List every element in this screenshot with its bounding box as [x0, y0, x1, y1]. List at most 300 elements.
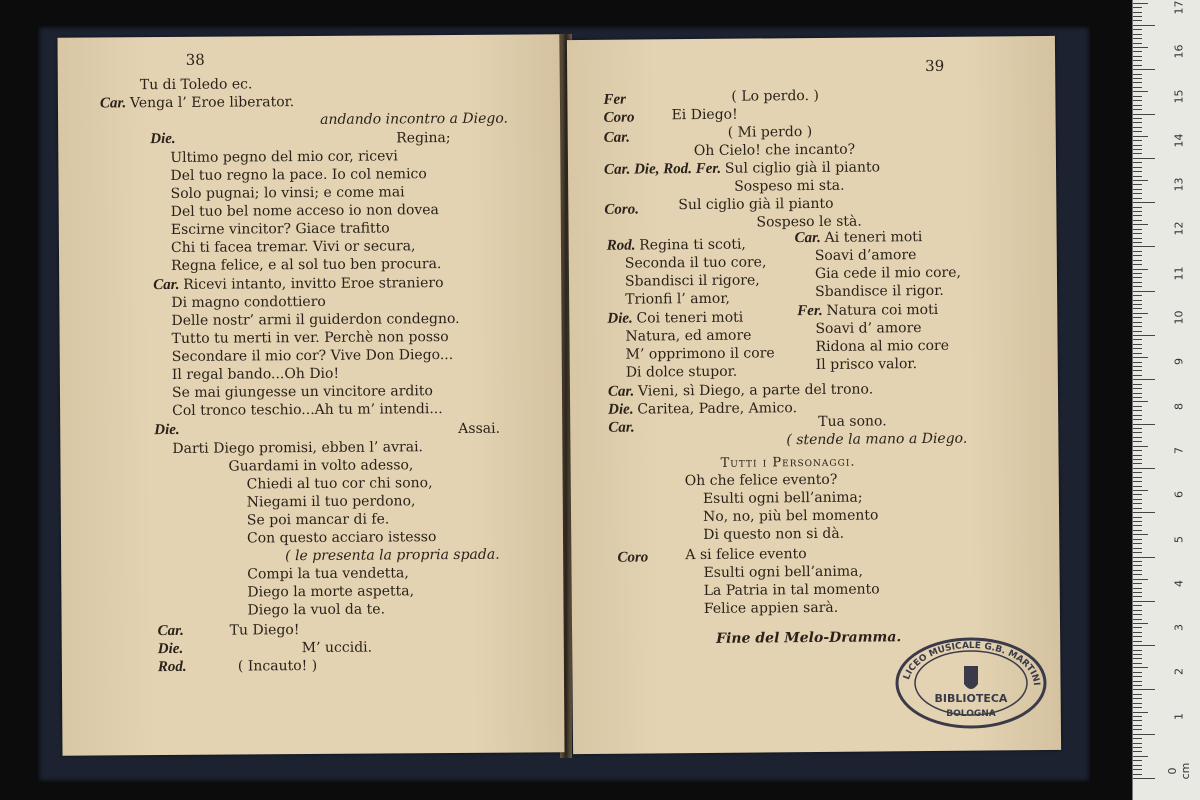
ruler-tick: [1133, 588, 1142, 589]
text-line: [302, 640, 372, 656]
text-line: [170, 148, 398, 166]
ruler-tick: [1133, 393, 1142, 394]
text-line: [171, 202, 439, 220]
text-line: [172, 401, 443, 419]
line-text: andando incontro a Diego.: [320, 110, 509, 128]
ruler-tick: [1133, 153, 1142, 154]
line-text: Assai.: [458, 420, 501, 437]
line-text: Ridona al mio core: [815, 337, 950, 355]
line-text: Natura, ed amore: [625, 327, 752, 345]
ruler-tick: [1133, 738, 1142, 739]
text-line: [247, 601, 385, 618]
text-line: [607, 310, 743, 327]
speaker-label: Rod.: [606, 237, 640, 254]
ruler-tick: [1133, 114, 1155, 115]
ruler-tick: [1133, 251, 1142, 252]
line-text: Felice appien sarà.: [703, 599, 839, 617]
text-line: [704, 581, 880, 599]
speaker-label: Car.: [794, 229, 825, 247]
ruler-tick: [1133, 446, 1148, 447]
line-text: Coi teneri moti: [636, 309, 744, 327]
ruler-tick: [1133, 672, 1142, 673]
ruler-tick: [1133, 481, 1142, 482]
text-line: [238, 658, 317, 675]
text-line: [171, 238, 416, 256]
ruler-tick: [1133, 627, 1142, 628]
text-line: [608, 420, 634, 436]
text-line: [721, 454, 856, 472]
ruler-tick: [1133, 565, 1142, 566]
line-text: Con questo acciaro istesso: [246, 529, 437, 547]
ruler-tick: [1133, 308, 1142, 309]
ruler-label: 5: [1172, 535, 1186, 543]
text-line: [703, 490, 863, 507]
ruler-tick: [1133, 494, 1142, 495]
ruler-label: 10: [1172, 310, 1186, 325]
ruler-tick: [1133, 12, 1142, 13]
text-line: [247, 529, 436, 546]
line-text: Trionfi l’ amor,: [625, 290, 731, 308]
ruler-tick: [1133, 601, 1155, 602]
ruler-tick: [1133, 158, 1155, 159]
ruler-tick: [1133, 410, 1142, 411]
ruler-tick: [1133, 379, 1155, 380]
text-line: [815, 283, 944, 300]
text-line: [247, 583, 414, 600]
text-line: [154, 422, 180, 438]
text-line: [608, 400, 797, 418]
ruler-tick: [1133, 56, 1142, 57]
line-text: Se poi mancar di fe.: [246, 511, 390, 529]
ruler-tick: [1133, 127, 1142, 128]
ruler-tick: [1133, 441, 1142, 442]
line-text: No, no, più bel momento: [702, 507, 879, 525]
ruler-tick: [1133, 313, 1148, 314]
line-text: Diego la vuol da te.: [247, 601, 386, 619]
ruler-tick: [1133, 574, 1142, 575]
ruler-tick: [1133, 397, 1142, 398]
speaker-label: Die.: [157, 640, 184, 658]
ruler-tick: [1133, 774, 1142, 775]
text-line: [150, 131, 176, 147]
text-line: [100, 94, 294, 111]
line-text: Ei Diego!: [671, 106, 738, 124]
text-line: [671, 107, 737, 124]
ruler-tick: [1133, 184, 1142, 185]
line-text: Gia cede il mio core,: [814, 264, 962, 282]
line-text: Sul ciglio già il pianto: [678, 195, 834, 214]
text-line: [604, 130, 630, 146]
ruler-tick: [1133, 685, 1142, 686]
ruler-tick: [1133, 707, 1142, 708]
line-text: ( le presenta la propria spada.: [285, 546, 500, 565]
speaker-label: Coro: [603, 109, 635, 126]
ruler-tick: [1133, 242, 1142, 243]
ruler-tick: [1133, 636, 1142, 637]
text-line: [172, 347, 454, 365]
text-line: [230, 622, 300, 638]
text-line: [716, 629, 901, 647]
text-line: [678, 196, 833, 213]
text-line: [786, 431, 967, 449]
text-line: [171, 184, 405, 202]
line-text: Chi ti facea tremar. Vivi or secura,: [170, 238, 416, 256]
line-text: Darti Diego promisi, ebben l’ avrai.: [172, 439, 424, 457]
ruler-tick: [1133, 286, 1142, 287]
line-text: Ai teneri moti: [824, 229, 923, 246]
ruler-label: 1: [1172, 712, 1186, 720]
ruler-tick: [1133, 87, 1142, 88]
ruler-tick: [1133, 220, 1142, 221]
ruler-tick: [1133, 189, 1142, 190]
text-line: [247, 565, 409, 582]
ruler-tick: [1133, 43, 1142, 44]
ruler-tick: [1133, 751, 1142, 752]
line-text: Di questo non si dà.: [703, 525, 845, 543]
text-line: [816, 356, 917, 373]
text-line: [694, 142, 855, 159]
ruler-tick: [1133, 539, 1142, 540]
line-text: Il prisco valor.: [815, 356, 918, 373]
ruler-tick: [1133, 681, 1142, 682]
text-line: [626, 364, 738, 381]
line-text: La Patria in tal momento: [703, 581, 880, 599]
ruler-tick: [1133, 760, 1142, 761]
line-text: ( Incauto! ): [237, 657, 318, 675]
text-line: [171, 294, 326, 311]
ruler-label: 6: [1172, 491, 1186, 499]
line-text: Di magno condottiero: [171, 293, 326, 311]
line-text: Niegami il tuo perdono,: [246, 493, 416, 511]
stamp-text-bottom: BOLOGNA: [946, 709, 996, 719]
ruler-tick: [1133, 47, 1148, 48]
ruler-tick: [1133, 91, 1148, 92]
ruler-tick: [1133, 530, 1142, 531]
text-line: [795, 229, 923, 246]
ruler-tick: [1133, 136, 1148, 137]
ruler-tick: [1133, 596, 1142, 597]
text-line: [140, 76, 253, 93]
text-line: [625, 291, 730, 308]
speaker-label: Die.: [607, 310, 637, 327]
line-text: Ultimo pegno del mio cor, ricevi: [170, 148, 398, 166]
ruler-tick: [1133, 357, 1148, 358]
ruler-tick: [1133, 162, 1142, 163]
line-text: Diego la morte aspetta,: [247, 583, 415, 601]
ruler-tick: [1133, 304, 1142, 305]
line-text: Tua sono.: [818, 413, 887, 430]
line-text: Compi la tua vendetta,: [247, 565, 409, 583]
ruler-tick: [1133, 215, 1142, 216]
speaker-label: Car.: [99, 95, 131, 112]
ruler-tick: [1133, 255, 1142, 256]
text-line: [170, 166, 426, 184]
ruler-tick: [1133, 388, 1142, 389]
text-line: [604, 110, 635, 126]
ruler-tick: [1133, 534, 1148, 535]
ruler-tick: [1133, 273, 1142, 274]
line-text: Sospeso le stà.: [756, 213, 862, 231]
line-text: Sospeso mi sta.: [734, 177, 845, 195]
ruler-tick: [1133, 477, 1142, 478]
ruler-tick: [1133, 437, 1142, 438]
line-text: Del tuo bel nome acceso io non dovea: [170, 202, 439, 220]
text-line: [625, 328, 751, 345]
stamp-text-top: LICEO MUSICALE G.B. MARTINI: [902, 640, 1042, 687]
coat-of-arms-icon: [964, 666, 978, 689]
ruler-tick: [1133, 20, 1142, 21]
text-line: [797, 302, 938, 319]
line-text: Natura coi moti: [826, 301, 939, 319]
stamp-text-mid: BIBLIOTECA: [934, 692, 1008, 705]
ruler-tick: [1133, 455, 1142, 456]
ruler-tick: [1133, 7, 1142, 8]
ruler-tick: [1133, 525, 1142, 526]
ruler-tick: [1133, 300, 1142, 301]
text-line: [728, 124, 813, 141]
text-line: [703, 526, 844, 543]
ruler-tick: [1133, 756, 1148, 757]
line-text: ( stende la mano a Diego.: [786, 430, 968, 449]
text-line: [625, 272, 760, 289]
text-line: [607, 237, 746, 254]
text-line: [228, 457, 413, 474]
ruler-tick: [1133, 632, 1142, 633]
ruler-tick: [1133, 424, 1155, 425]
text-line: [171, 256, 441, 274]
ruler-tick: [1133, 663, 1142, 664]
line-text: Sbandisce il rigor.: [815, 282, 944, 300]
speaker-label: Car.: [608, 419, 635, 436]
ruler-tick: [1133, 543, 1142, 544]
speaker-label: Car. Die, Rod. Fer.: [603, 160, 725, 178]
line-text: Regna felice, e al sol tuo ben procura.: [171, 256, 442, 274]
ruler-tick: [1133, 734, 1155, 735]
text-line: [158, 641, 184, 657]
text-line: [285, 547, 500, 564]
ruler-tick: [1133, 38, 1142, 39]
ruler-tick: [1133, 468, 1155, 469]
ruler-tick: [1133, 375, 1142, 376]
ruler-tick: [1133, 512, 1155, 513]
text-line: [818, 413, 887, 430]
ruler-tick: [1133, 176, 1142, 177]
ruler-tick: [1133, 322, 1142, 323]
line-text: Oh che felice evento?: [684, 471, 838, 490]
ruler-tick: [1133, 264, 1142, 265]
line-text: Di dolce stupor.: [625, 363, 738, 381]
line-text: Venga l’ Eroe liberator.: [129, 94, 295, 112]
ruler-tick: [1133, 339, 1142, 340]
ruler-tick: [1133, 277, 1142, 278]
line-text: Secondare il mio cor? Vive Don Diego...: [171, 347, 454, 365]
ruler-tick: [1133, 335, 1155, 336]
ruler-tick: [1133, 725, 1142, 726]
ruler-label: 11: [1172, 266, 1186, 281]
line-text: Regina;: [396, 130, 451, 147]
text-line: [731, 88, 819, 105]
ruler-tick: [1133, 747, 1142, 748]
ruler-tick: [1133, 583, 1142, 584]
text-line: [172, 383, 433, 401]
speaker-label: Fer: [603, 91, 626, 108]
ruler-label: 0 cm: [1166, 762, 1192, 780]
ruler-tick: [1133, 415, 1142, 416]
ruler-tick: [1133, 570, 1142, 571]
ruler-label: 15: [1172, 89, 1186, 103]
text-line: [458, 421, 500, 437]
ruler-tick: [1133, 348, 1142, 349]
ruler-tick: [1133, 317, 1142, 318]
ruler-tick: [1133, 623, 1148, 624]
ruler-tick: [1133, 508, 1142, 509]
ruler-tick: [1133, 557, 1155, 558]
text-line: [816, 338, 950, 355]
ruler-tick: [1133, 463, 1142, 464]
text-line: [756, 214, 861, 231]
line-text: Regina ti scoti,: [639, 236, 746, 254]
text-line: [604, 159, 880, 177]
text-line: [603, 92, 626, 108]
text-line: [626, 345, 775, 362]
ruler-label: 2: [1172, 668, 1186, 676]
text-line: [734, 178, 844, 195]
ruler-tick: [1133, 499, 1142, 500]
library-stamp: [894, 636, 1048, 730]
ruler-tick: [1133, 503, 1142, 504]
ruler-tick: [1133, 720, 1142, 721]
ruler-tick: [1133, 211, 1142, 212]
ruler-tick: [1133, 552, 1142, 553]
line-text: Vieni, sì Diego, a parte del trono.: [637, 381, 874, 400]
ruler-tick: [1133, 605, 1142, 606]
ruler-tick: [1133, 459, 1142, 460]
ruler-tick: [1133, 51, 1142, 52]
ruler-tick: [1133, 743, 1142, 744]
speaker-label: Car.: [153, 276, 184, 294]
text-line: [703, 564, 862, 581]
ruler-tick: [1133, 193, 1142, 194]
text-line: [685, 472, 838, 489]
line-text: Se mai giungesse un vincitore ardito: [171, 383, 433, 401]
text-line: [815, 247, 917, 264]
line-text: M’ opprimono il core: [625, 345, 775, 363]
ruler-tick: [1133, 619, 1142, 620]
ruler-tick: [1133, 654, 1142, 655]
line-text: Guardami in volto adesso,: [228, 457, 414, 475]
text-line: [396, 130, 450, 146]
line-text: M’ uccidi.: [301, 639, 373, 657]
line-text: Tutto tu merti in ver. Perchè non posso: [171, 329, 449, 347]
ruler-tick: [1133, 406, 1142, 407]
line-text: Tutti i Personaggi.: [720, 454, 856, 471]
speaker-label: Car.: [607, 383, 639, 400]
ruler-tick: [1133, 140, 1142, 141]
ruler-tick: [1133, 82, 1142, 83]
text-line: [172, 366, 339, 383]
speaker-label: Fer.: [797, 302, 827, 320]
ruler-tick: [1133, 65, 1142, 66]
ruler-tick: [1133, 3, 1148, 4]
ruler-tick: [1133, 366, 1142, 367]
ruler-tick: [1133, 450, 1142, 451]
ruler-tick: [1133, 180, 1148, 181]
ruler-tick: [1133, 246, 1155, 247]
line-text: Soavi d’amore: [814, 247, 917, 264]
ruler-tick: [1133, 260, 1142, 261]
text-line: [158, 659, 187, 675]
line-text: Esulti ogni bell’anima;: [702, 489, 863, 507]
ruler-tick: [1133, 641, 1142, 642]
text-line: [171, 311, 459, 329]
page-number-left: 38: [185, 50, 205, 69]
line-text: Caritea, Padre, Amico.: [637, 400, 798, 418]
ruler-tick: [1133, 74, 1142, 75]
ruler-tick: [1133, 765, 1142, 766]
text-line: [247, 493, 416, 510]
ruler-tick: [1133, 353, 1142, 354]
line-text: Tu Diego!: [229, 622, 300, 639]
ruler-tick: [1133, 432, 1142, 433]
measurement-ruler: [1132, 0, 1200, 800]
text-line: [247, 475, 433, 492]
ruler-tick: [1133, 96, 1142, 97]
ruler-tick: [1133, 712, 1148, 713]
ruler-tick: [1133, 29, 1142, 30]
ruler-tick: [1133, 224, 1148, 225]
text-line: [703, 507, 878, 525]
line-text: Tu di Toledo ec.: [139, 76, 253, 94]
ruler-tick: [1133, 698, 1142, 699]
ruler-tick: [1133, 579, 1148, 580]
ruler-tick: [1133, 198, 1142, 199]
text-line: [604, 202, 639, 218]
ruler-tick: [1133, 384, 1142, 385]
line-text: Ricevi intanto, invitto Eroe straniero: [183, 275, 444, 293]
ruler-tick: [1133, 295, 1142, 296]
ruler-label: 13: [1172, 177, 1186, 192]
ruler-tick: [1133, 229, 1142, 230]
ruler-tick: [1133, 362, 1142, 363]
ruler-tick: [1133, 207, 1142, 208]
text-line: [247, 511, 390, 528]
ruler-tick: [1133, 610, 1142, 611]
speaker-label: Die.: [154, 421, 180, 439]
ruler-label: 12: [1172, 221, 1186, 236]
line-text: Chiedi al tuo cor chi sono,: [246, 475, 433, 493]
line-text: Col tronco teschio...Ah tu m’ intendi...: [172, 401, 443, 419]
text-line: [172, 329, 449, 347]
line-text: Oh Cielo! che incanto?: [693, 141, 856, 160]
ruler-tick: [1133, 658, 1142, 659]
ruler-label: 16: [1172, 44, 1186, 59]
ruler-tick: [1133, 105, 1142, 106]
ruler-tick: [1133, 238, 1142, 239]
ruler-tick: [1133, 614, 1142, 615]
ruler-tick: [1133, 69, 1155, 70]
ruler-tick: [1133, 561, 1142, 562]
text-line: [608, 381, 873, 399]
speaker-label: Coro: [617, 549, 649, 566]
ruler-tick: [1133, 269, 1148, 270]
line-text: Del tuo regno la pace. Io col nemico: [170, 166, 427, 184]
line-text: Delle nostr’ armi il guiderdon condegno.: [171, 310, 460, 329]
ruler-tick: [1133, 131, 1142, 132]
ruler-tick: [1133, 118, 1142, 119]
speaker-label: Car.: [603, 129, 631, 146]
ruler-tick: [1133, 202, 1155, 203]
ruler-label: 7: [1172, 446, 1186, 454]
